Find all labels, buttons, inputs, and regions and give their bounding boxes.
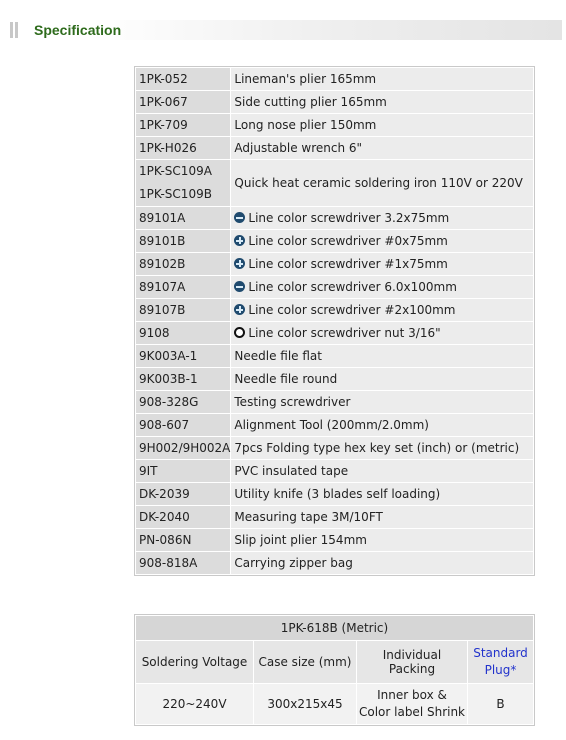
plus-icon xyxy=(234,258,245,269)
item-description-text: PVC insulated tape xyxy=(234,464,349,478)
table-row xyxy=(136,207,534,230)
item-code: 9H002/9H002A xyxy=(136,437,231,460)
specification-table xyxy=(135,67,534,575)
item-code: 9K003A-1 xyxy=(136,345,231,368)
item-code: 1PK-709 xyxy=(136,114,231,137)
plus-icon xyxy=(234,235,245,246)
item-description xyxy=(231,160,534,207)
value-case-size: 300x215x45 xyxy=(254,684,357,725)
header-bar-decoration xyxy=(10,22,13,38)
value-plug: B xyxy=(468,684,534,725)
item-description-text: Side cutting plier 165mm xyxy=(234,95,387,109)
item-description xyxy=(231,137,534,160)
standard-plug-line-1: Standard xyxy=(473,646,528,660)
item-description xyxy=(231,322,534,345)
item-code: 89101A xyxy=(136,207,231,230)
item-description-text: Measuring tape 3M/10FT xyxy=(234,510,383,524)
ring-icon xyxy=(234,327,245,338)
table-row xyxy=(136,253,534,276)
table-row xyxy=(136,230,534,253)
item-code: DK-2039 xyxy=(136,483,231,506)
item-description-text: Carrying zipper bag xyxy=(234,556,353,570)
item-code-line: 1PK-SC109B xyxy=(139,187,212,201)
item-description xyxy=(231,299,534,322)
item-description-text: Long nose plier 150mm xyxy=(234,118,377,132)
table-row xyxy=(136,552,534,575)
minus-icon xyxy=(234,212,245,223)
item-description xyxy=(231,437,534,460)
item-code: 908-818A xyxy=(136,552,231,575)
table-row xyxy=(136,529,534,552)
item-description-text: Line color screwdriver #2x100mm xyxy=(248,303,456,317)
item-code: 1PK-H026 xyxy=(136,137,231,160)
packing-line-2: Color label Shrink xyxy=(358,705,466,719)
packing-table xyxy=(135,615,534,725)
table-row xyxy=(136,391,534,414)
packing-line-1: Inner box & xyxy=(377,688,447,702)
item-description-text: 7pcs Folding type hex key set (inch) or (metric) xyxy=(234,441,520,455)
table-row xyxy=(136,160,534,207)
item-description-text: Line color screwdriver #1x75mm xyxy=(248,257,448,271)
item-description-text: Utility knife (3 blades self loading) xyxy=(234,487,441,501)
value-voltage: 220~240V xyxy=(136,684,254,725)
table-row xyxy=(136,345,534,368)
table-row xyxy=(136,368,534,391)
item-description-text: Alignment Tool (200mm/2.0mm) xyxy=(234,418,429,432)
item-code: 1PK-052 xyxy=(136,68,231,91)
item-description xyxy=(231,368,534,391)
item-description-text: Slip joint plier 154mm xyxy=(234,533,367,547)
standard-plug-line-2: Plug* xyxy=(484,663,517,677)
item-description-text: Needle file flat xyxy=(234,349,322,363)
item-description xyxy=(231,253,534,276)
item-code: 9IT xyxy=(136,460,231,483)
item-description xyxy=(231,414,534,437)
item-description-text: Line color screwdriver nut 3/16" xyxy=(248,326,441,340)
item-code: 908-607 xyxy=(136,414,231,437)
table-row xyxy=(136,299,534,322)
header-case-size: Case size (mm) xyxy=(254,641,357,684)
item-code xyxy=(136,160,231,207)
header-individual-packing: Individual Packing xyxy=(357,641,468,684)
item-description-text: Testing screwdriver xyxy=(234,395,351,409)
table-row xyxy=(136,506,534,529)
item-description-text: Line color screwdriver 6.0x100mm xyxy=(248,280,457,294)
item-description xyxy=(231,552,534,575)
item-code: 9K003B-1 xyxy=(136,368,231,391)
item-code: DK-2040 xyxy=(136,506,231,529)
item-code: 9108 xyxy=(136,322,231,345)
table-row xyxy=(136,437,534,460)
item-description-text: Adjustable wrench 6" xyxy=(234,141,363,155)
item-code: 1PK-067 xyxy=(136,91,231,114)
item-description xyxy=(231,506,534,529)
item-description xyxy=(231,114,534,137)
table-row xyxy=(136,91,534,114)
item-description xyxy=(231,460,534,483)
item-description-text: Lineman's plier 165mm xyxy=(234,72,377,86)
item-description xyxy=(231,345,534,368)
item-description xyxy=(231,529,534,552)
table-row xyxy=(136,483,534,506)
item-description-text: Quick heat ceramic soldering iron 110V or 220V xyxy=(234,176,523,190)
item-description-text: Line color screwdriver #0x75mm xyxy=(248,234,448,248)
packing-title: 1PK-618B (Metric) xyxy=(136,616,534,641)
item-description-text: Line color screwdriver 3.2x75mm xyxy=(248,211,450,225)
item-description xyxy=(231,91,534,114)
section-title: Specification xyxy=(34,22,122,38)
table-row xyxy=(136,414,534,437)
item-code: 89102B xyxy=(136,253,231,276)
section-header xyxy=(8,20,562,40)
item-description xyxy=(231,391,534,414)
minus-icon xyxy=(234,281,245,292)
plus-icon xyxy=(234,304,245,315)
table-row xyxy=(136,322,534,345)
item-code: 89107B xyxy=(136,299,231,322)
item-description-text: Needle file round xyxy=(234,372,338,386)
item-description xyxy=(231,207,534,230)
item-description xyxy=(231,230,534,253)
table-row xyxy=(136,276,534,299)
item-code: 89101B xyxy=(136,230,231,253)
table-row xyxy=(136,137,534,160)
item-description xyxy=(231,68,534,91)
item-code: 89107A xyxy=(136,276,231,299)
item-description xyxy=(231,276,534,299)
header-bar-decoration xyxy=(15,22,18,38)
item-code: 908-328G xyxy=(136,391,231,414)
header-standard-plug xyxy=(468,641,534,684)
table-row xyxy=(136,114,534,137)
item-code-line: 1PK-SC109A xyxy=(139,164,212,178)
table-row xyxy=(136,460,534,483)
item-description xyxy=(231,483,534,506)
value-packing xyxy=(357,684,468,725)
table-row xyxy=(136,68,534,91)
header-soldering-voltage: Soldering Voltage xyxy=(136,641,254,684)
item-code: PN-086N xyxy=(136,529,231,552)
